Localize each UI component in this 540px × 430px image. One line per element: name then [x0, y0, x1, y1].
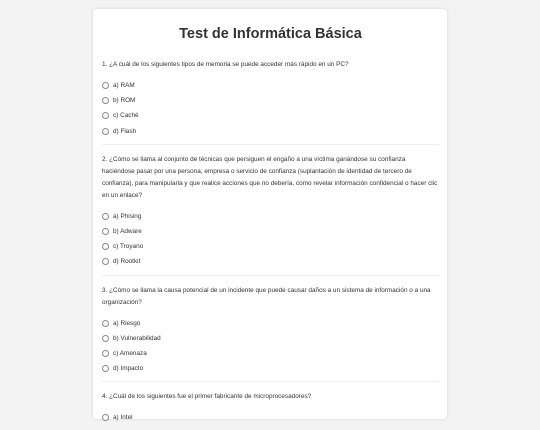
radio-button[interactable]: [102, 320, 109, 327]
option-label: b) ROM: [113, 97, 136, 105]
option-1-d[interactable]: [102, 124, 439, 139]
question-1: [102, 59, 439, 145]
question-4: [102, 391, 439, 430]
radio-button[interactable]: [102, 335, 109, 342]
option-label: d) Rootkit: [113, 258, 141, 266]
question-text: 1. ¿A cuál de los siguientes tipos de memoria se puede acceder más rápido en un PC?: [102, 61, 349, 68]
radio-button[interactable]: [102, 243, 109, 250]
option-2-c[interactable]: [102, 239, 439, 254]
option-label: c) Caché: [113, 112, 139, 120]
option-2-d[interactable]: [102, 254, 439, 269]
option-3-b[interactable]: [102, 331, 439, 346]
question-2: [102, 154, 439, 276]
radio-button[interactable]: [102, 258, 109, 265]
option-3-d[interactable]: [102, 361, 439, 376]
radio-button[interactable]: [102, 228, 109, 235]
radio-button[interactable]: [102, 128, 109, 135]
radio-button[interactable]: [102, 213, 109, 220]
question-text: 2. ¿Cómo se llama al conjunto de técnicas que persiguen el engaño a una víctima ganándose su confianza haciéndose pasar por una persona, empresa o servicio de confianza (suplantación de identidad de tercero de confianza), para manipularla y que realice acciones que no debería, como revelar información confidencial o hacer clic en un enlace?: [102, 155, 438, 199]
option-2-a[interactable]: [102, 209, 439, 224]
question-text: 4. ¿Cuál de los siguientes fue el primer fabricante de microprocesadores?: [102, 393, 312, 401]
option-label: b) Adware: [113, 228, 142, 236]
option-label: d) Flash: [113, 127, 137, 135]
radio-button[interactable]: [102, 82, 109, 89]
quiz-card: [93, 9, 447, 422]
option-label: a) Intel: [113, 414, 133, 422]
option-3-c[interactable]: [102, 346, 439, 361]
option-label: a) RAM: [113, 82, 135, 90]
option-1-c[interactable]: [102, 108, 439, 123]
radio-button[interactable]: [102, 365, 109, 372]
option-label: c) Troyano: [113, 243, 144, 251]
option-1-a[interactable]: [102, 78, 439, 93]
option-label: c) Amenaza: [113, 349, 147, 357]
option-3-a[interactable]: [102, 316, 439, 331]
radio-button[interactable]: [102, 112, 109, 119]
radio-button[interactable]: [102, 414, 109, 421]
page-title: Test de Informática Básica: [179, 26, 362, 42]
option-1-b[interactable]: [102, 93, 439, 108]
option-label: b) Vulnerabilidad: [113, 334, 161, 342]
option-label: a) Riesgo: [113, 319, 141, 327]
radio-button[interactable]: [102, 97, 109, 104]
radio-button[interactable]: [102, 350, 109, 357]
option-label: d) Impacto: [113, 365, 144, 373]
question-text: 3. ¿Cómo se llama la causa potencial de un incidente que puede causar daños a un sistema de información o a una organización?: [102, 286, 431, 306]
option-2-b[interactable]: [102, 224, 439, 239]
question-3: [102, 285, 439, 383]
option-4-a[interactable]: [102, 410, 439, 425]
option-label: a) Phising: [113, 212, 142, 220]
